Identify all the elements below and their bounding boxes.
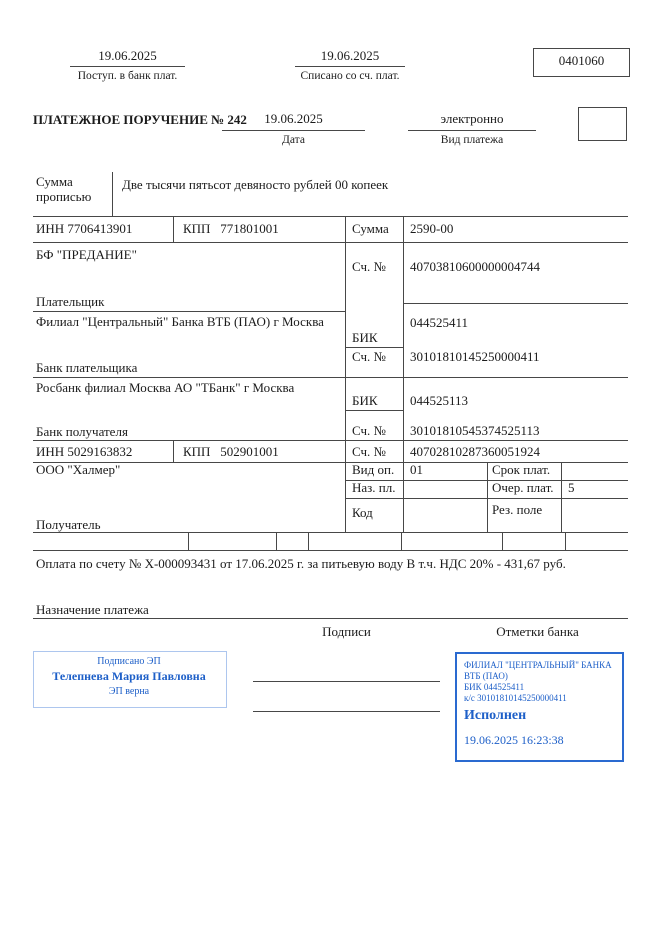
received-date-label: Поступ. в банк плат. <box>77 70 178 82</box>
debited-date-label: Списано со сч. плат. <box>300 70 400 82</box>
table-line <box>173 216 174 242</box>
received-date-underline <box>70 66 185 67</box>
payer-bank-bik-label: БИК <box>352 330 378 345</box>
reserve-field-label: Рез. поле <box>492 502 543 517</box>
debited-date-underline <box>295 66 405 67</box>
op-type-label: Вид оп. <box>352 462 395 477</box>
received-date: 19.06.2025 <box>98 48 157 63</box>
purpose-code-label: Наз. пл. <box>352 480 396 495</box>
payment-purpose-caption: Назначение платежа <box>36 602 149 617</box>
table-line <box>401 532 402 550</box>
payer-caption: Плательщик <box>36 294 105 309</box>
sum-words-value: Две тысячи пятьсот девяносто рублей 00 копеек <box>122 177 389 192</box>
signature-line <box>253 711 440 712</box>
sum-words-label-2: прописью <box>36 189 92 204</box>
bank-stamp-datetime: 19.06.2025 16:23:38 <box>464 733 564 747</box>
bank-stamp-line1: ФИЛИАЛ "ЦЕНТРАЛЬНЫЙ" БАНКА <box>464 660 612 670</box>
payer-bank-caption: Банк плательщика <box>36 360 138 375</box>
table-line <box>345 216 346 532</box>
table-line <box>502 532 503 550</box>
order-label: Очер. плат. <box>492 480 554 495</box>
table-line <box>403 216 404 532</box>
table-line <box>33 440 628 441</box>
table-line <box>33 377 628 378</box>
table-line <box>276 532 277 550</box>
table-line <box>33 311 345 312</box>
signature-stamp-line1: Подписано ЭП <box>97 656 161 667</box>
payer-bank-account: 30101810145250000411 <box>410 349 540 364</box>
sum-words-label-1: Сумма <box>36 174 73 189</box>
payer-account-label: Сч. № <box>352 259 386 274</box>
payer-name: БФ "ПРЕДАНИЕ" <box>36 247 137 262</box>
payee-bank-caption: Банк получателя <box>36 424 128 439</box>
payee-bank-name: Росбанк филиал Москва АО "ТБанк" г Москва <box>36 380 295 395</box>
payee-account-label: Сч. № <box>352 444 386 459</box>
payer-bank-account-label: Сч. № <box>352 349 386 364</box>
table-line <box>561 462 562 532</box>
bank-stamp-line2: ВТБ (ПАО) <box>464 671 508 681</box>
payee-bank-account-label: Сч. № <box>352 423 386 438</box>
bank-marks-label: Отметки банка <box>496 624 579 639</box>
form-code-box <box>533 48 630 77</box>
payee-bank-bik-label: БИК <box>352 393 378 408</box>
payee-name: ООО "Халмер" <box>36 462 121 477</box>
op-type-value: 01 <box>410 462 423 477</box>
bank-stamp-line4: к/с 30101810145250000411 <box>464 693 567 703</box>
table-line <box>308 532 309 550</box>
payee-account: 40702810287360051924 <box>410 444 540 459</box>
table-line <box>188 532 189 550</box>
payer-bank-bik: 044525411 <box>410 315 469 330</box>
signature-line <box>253 681 440 682</box>
payer-account: 40703810600000004744 <box>410 259 540 274</box>
bank-stamp-line3: БИК 044525411 <box>464 682 525 692</box>
table-line <box>33 532 628 533</box>
table-line <box>345 410 403 411</box>
signature-stamp <box>33 651 227 708</box>
payment-term-label: Срок плат. <box>492 462 551 477</box>
bank-stamp <box>455 652 624 762</box>
table-line <box>112 172 113 216</box>
document-date-underline <box>222 130 365 131</box>
payee-caption: Получатель <box>36 517 101 532</box>
sum-value: 2590-00 <box>410 221 454 236</box>
bank-stamp-status: Исполнен <box>464 708 527 723</box>
table-line <box>33 242 628 243</box>
signatures-label: Подписи <box>322 624 371 639</box>
table-line <box>33 216 628 217</box>
payer-kpp: КПП 771801001 <box>183 221 279 236</box>
payee-kpp: КПП 502901001 <box>183 444 279 459</box>
sum-label: Сумма <box>352 221 389 236</box>
payment-kind-label: Вид платежа <box>440 134 504 146</box>
signature-stamp-name: Телепнева Мария Павловна <box>52 669 206 683</box>
code-label: Код <box>352 505 373 520</box>
payer-inn: ИНН 7706413901 <box>36 221 133 236</box>
table-line <box>565 532 566 550</box>
form-code: 0401060 <box>558 53 605 68</box>
payee-bank-bik: 044525113 <box>410 393 469 408</box>
payment-kind: электронно <box>440 111 504 126</box>
signature-stamp-line3: ЭП верна <box>108 686 150 697</box>
payee-inn: ИНН 5029163832 <box>36 444 133 459</box>
order-value: 5 <box>568 480 575 495</box>
table-line <box>345 347 403 348</box>
payment-kind-underline <box>408 130 536 131</box>
payee-bank-account: 30101810545374525113 <box>410 423 540 438</box>
payment-purpose-text: Оплата по счету № Х-000093431 от 17.06.2025 г. за питьевую воду В т.ч. НДС 20% - 431,67 руб. <box>36 556 566 571</box>
document-title: ПЛАТЕЖНОЕ ПОРУЧЕНИЕ № 242 <box>33 112 247 127</box>
table-line <box>33 550 628 551</box>
payer-bank-name: Филиал "Центральный" Банка ВТБ (ПАО) г Москва <box>36 314 324 329</box>
table-line <box>173 440 174 462</box>
document-date-label: Дата <box>282 134 305 146</box>
document-date: 19.06.2025 <box>264 111 323 126</box>
payment-kind-code-box <box>578 107 627 141</box>
purpose-underline <box>33 618 628 619</box>
table-line <box>487 462 488 532</box>
debited-date: 19.06.2025 <box>320 48 380 63</box>
table-line <box>403 303 628 304</box>
